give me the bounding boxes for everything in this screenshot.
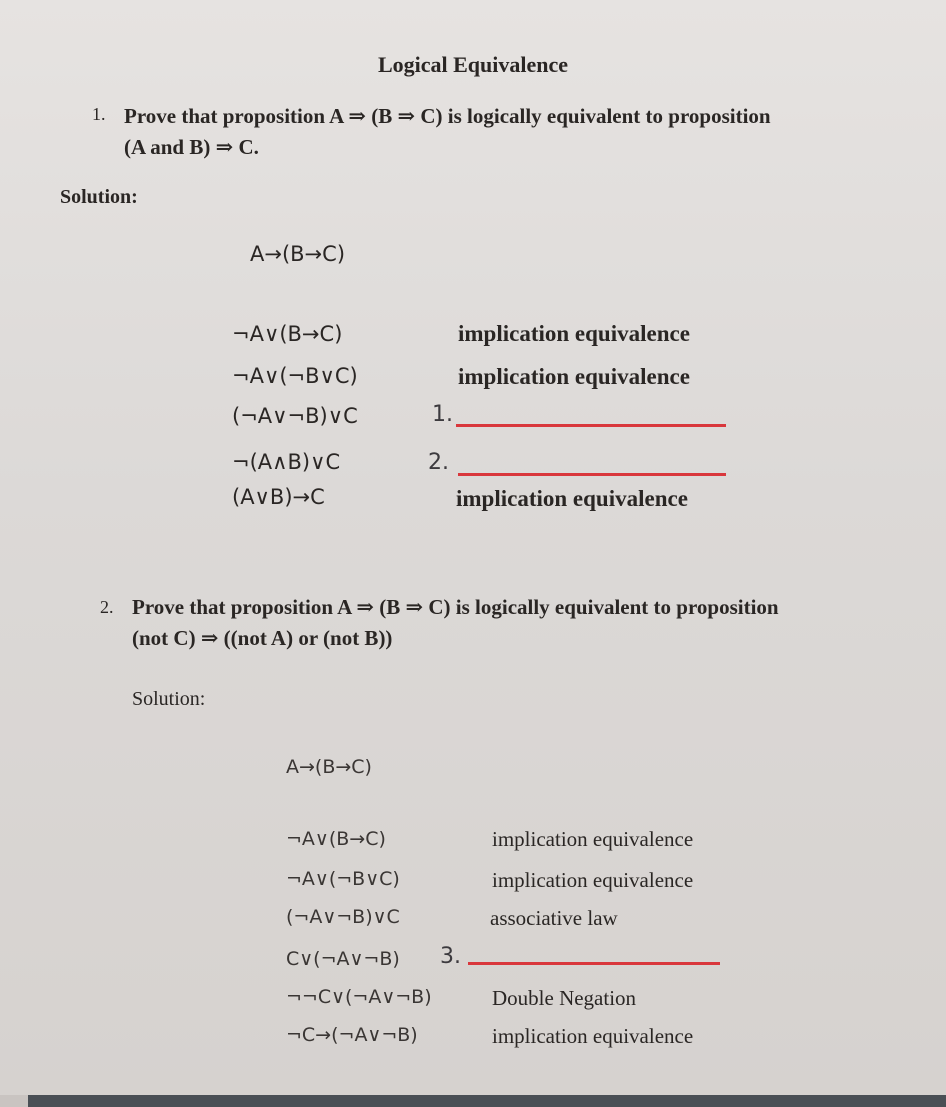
- problem-2-solution-label: Solution:: [132, 688, 206, 710]
- problem-1-statement-line1: Prove that proposition A ⇒ (B ⇒ C) is logically equivalent to proposition: [124, 104, 771, 128]
- problem-1-step-1-reason: implication equivalence: [458, 321, 690, 346]
- problem-2-step-2-expression: ¬A∨(¬B∨C): [286, 868, 400, 890]
- problem-2-step-6-expression: ¬C→(¬A∨¬B): [286, 1024, 418, 1046]
- problem-1-statement-line2: (A and B) ⇒ C.: [124, 135, 259, 159]
- problem-2-step-5-reason: Double Negation: [492, 986, 637, 1010]
- problem-1-step-4-expression: ¬(A∧B)∨C: [232, 450, 341, 474]
- problem-2-start-expression: A→(B→C): [286, 756, 372, 778]
- problem-2-step-3-expression: (¬A∨¬B)∨C: [286, 906, 400, 928]
- problem-1-blank-1-line[interactable]: [456, 424, 726, 427]
- problem-1-statement: [124, 101, 884, 163]
- problem-2-step-2-reason: implication equivalence: [492, 868, 694, 892]
- problem-2-step-5-expression: ¬¬C∨(¬A∨¬B): [286, 986, 432, 1008]
- problem-1-step-3-expression: (¬A∨¬B)∨C: [232, 404, 358, 428]
- problem-1-blank-2-line[interactable]: [458, 473, 726, 476]
- page-title: Logical Equivalence: [377, 52, 569, 77]
- problem-1-step-5-expression: (A∨B)→C: [232, 485, 325, 509]
- problem-1-step-2-reason: implication equivalence: [458, 364, 690, 389]
- problem-1-step-1-expression: ¬A∨(B→C): [232, 322, 343, 346]
- problem-2-statement-line2: (not C) ⇒ ((not A) or (not B)): [132, 626, 393, 650]
- problem-1-step-5-reason: implication equivalence: [456, 486, 688, 511]
- problem-2-step-1-expression: ¬A∨(B→C): [286, 828, 386, 850]
- problem-2-blank-3-line[interactable]: [468, 962, 720, 965]
- problem-1-start-expression: A→(B→C): [250, 242, 346, 266]
- problem-1-number: 1.: [92, 104, 106, 124]
- problem-1-blank-1-number: 1.: [432, 402, 453, 427]
- problem-1-step-2-expression: ¬A∨(¬B∨C): [232, 364, 358, 388]
- problem-1-solution-label: Solution:: [60, 186, 138, 208]
- problem-2-step-6-reason: implication equivalence: [492, 1024, 694, 1048]
- problem-2-statement-line1: Prove that proposition A ⇒ (B ⇒ C) is logically equivalent to proposition: [132, 595, 779, 619]
- problem-1-blank-2-number: 2.: [428, 450, 449, 475]
- problem-2-statement: [132, 592, 892, 654]
- problem-2-step-1-reason: implication equivalence: [492, 827, 694, 851]
- screen-bottom-edge: [28, 1095, 946, 1107]
- problem-2-blank-3-number: 3.: [440, 944, 461, 969]
- problem-2-number: 2.: [100, 597, 114, 617]
- problem-2-step-4-expression: C∨(¬A∨¬B): [286, 948, 400, 970]
- problem-2-step-3-reason: associative law: [490, 906, 618, 930]
